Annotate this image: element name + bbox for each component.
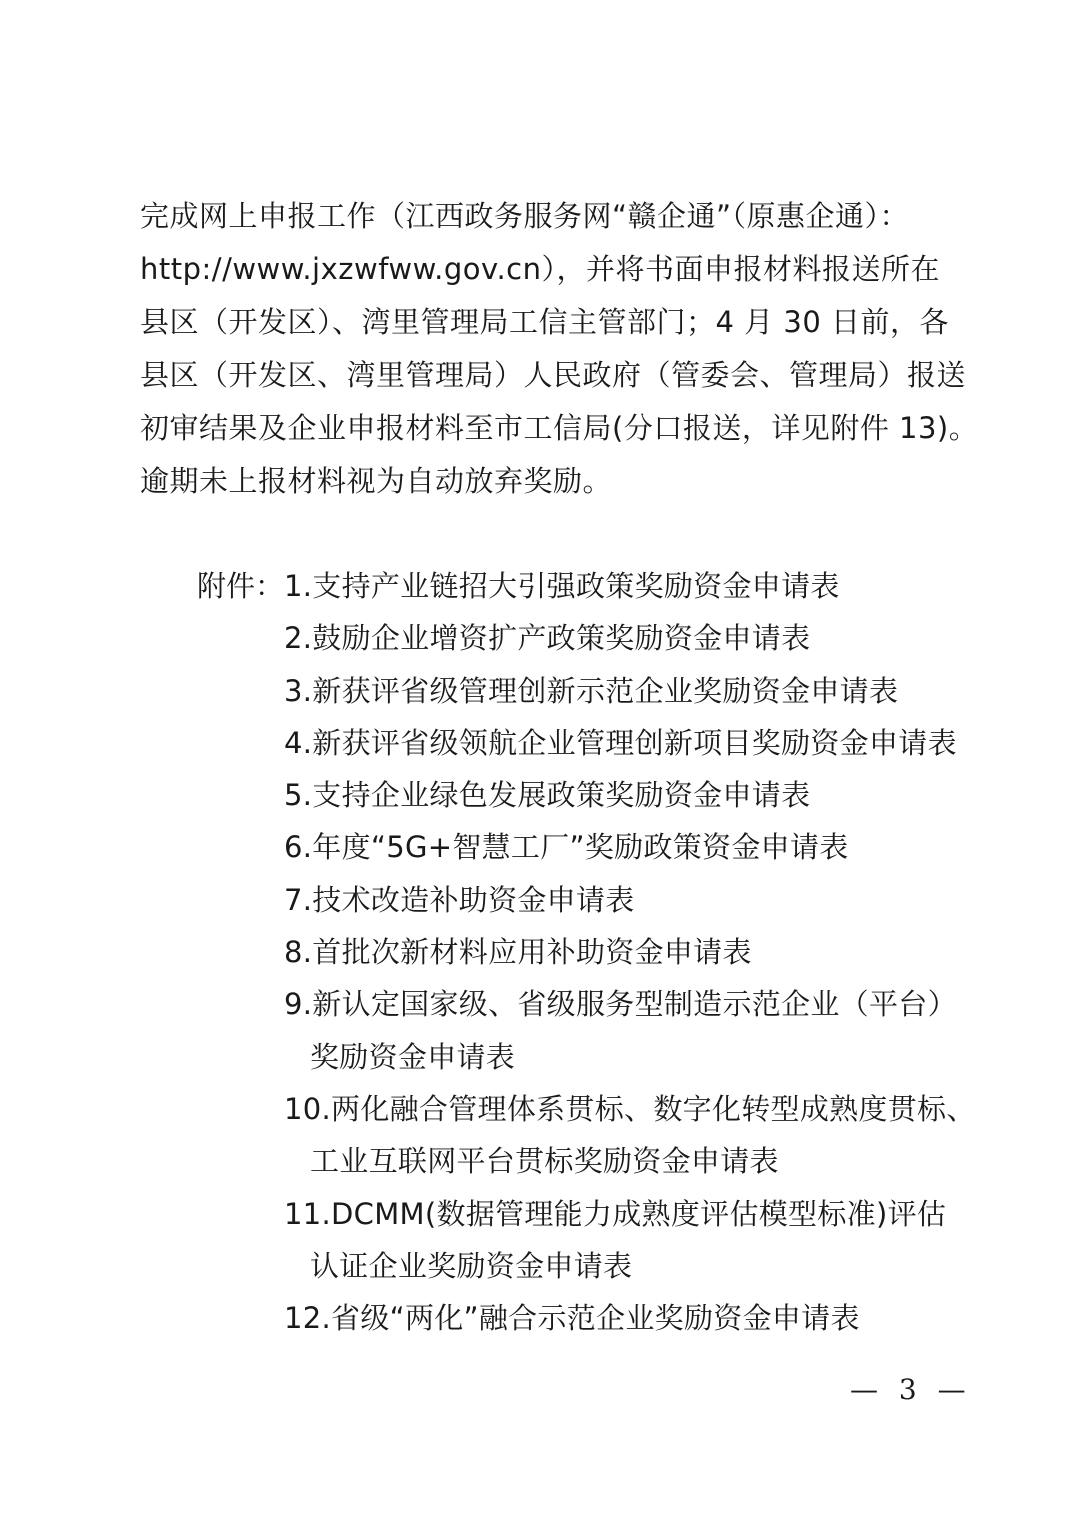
body-line: 逾期未上报材料视为自动放弃奖励。 [140, 464, 613, 498]
attachment-title: 8.首批次新材料应用补助资金申请表 [284, 935, 752, 970]
attachments-list [284, 560, 976, 1344]
attachment-item [284, 1292, 954, 1344]
attachment-title: 6.年度“5G+智慧工厂”奖励政策资金申请表 [284, 830, 849, 865]
attachment-item [284, 874, 954, 926]
body-line: 完成网上申报工作（江西政务服务网“赣企通”（原惠企通）： [140, 199, 910, 233]
body-line: 县区（开发区、湾里管理局）人民政府（管委会、管理局）报送 [140, 358, 967, 392]
attachment-item [284, 717, 957, 769]
attachment-title-continued: 奖励资金申请表 [310, 1039, 516, 1074]
attachment-title-continued: 认证企业奖励资金申请表 [310, 1248, 633, 1283]
body-line: 县区（开发区）、湾里管理局工信主管部门；4 月 30 日前，各 [140, 305, 950, 339]
body-paragraph [140, 190, 979, 508]
attachment-title: 11.DCMM(数据管理能力成熟度评估模型标准)评估 [284, 1196, 947, 1231]
attachment-item [284, 1188, 954, 1293]
page-number: — 3 — [850, 1373, 972, 1406]
attachment-title: 10.两化融合管理体系贯标、数字化转型成熟度贯标、 [284, 1091, 976, 1126]
body-line: http://www.jxzwfww.gov.cn），并将书面申报材料报送所在 [140, 252, 941, 286]
attachment-item [284, 926, 954, 978]
attachment-item [284, 769, 954, 821]
body-line: 初审结果及企业申报材料至市工信局(分口报送，详见附件 13)。 [140, 411, 979, 445]
attachment-item [284, 1083, 976, 1188]
attachment-title: 5.支持企业绿色发展政策奖励资金申请表 [284, 778, 811, 813]
attachment-title-continued: 工业互联网平台贯标奖励资金申请表 [310, 1144, 779, 1179]
attachment-item [284, 978, 957, 1083]
attachment-item [284, 560, 954, 612]
attachment-title: 1.支持产业链招大引强政策奖励资金申请表 [284, 569, 840, 603]
attachment-item [284, 821, 954, 873]
attachment-item [284, 665, 954, 717]
attachment-title: 12.省级“两化”融合示范企业奖励资金申请表 [284, 1301, 860, 1336]
attachment-title: 7.技术改造补助资金申请表 [284, 882, 635, 917]
attachment-title: 2.鼓励企业增资扩产政策奖励资金申请表 [284, 621, 811, 656]
attachment-title: 9.新认定国家级、省级服务型制造示范企业（平台） [284, 987, 957, 1022]
attachments-heading: 附件： [197, 569, 285, 603]
attachment-item [284, 612, 954, 664]
attachment-title: 4.新获评省级领航企业管理创新项目奖励资金申请表 [284, 725, 957, 760]
attachment-title: 3.新获评省级管理创新示范企业奖励资金申请表 [284, 673, 899, 708]
